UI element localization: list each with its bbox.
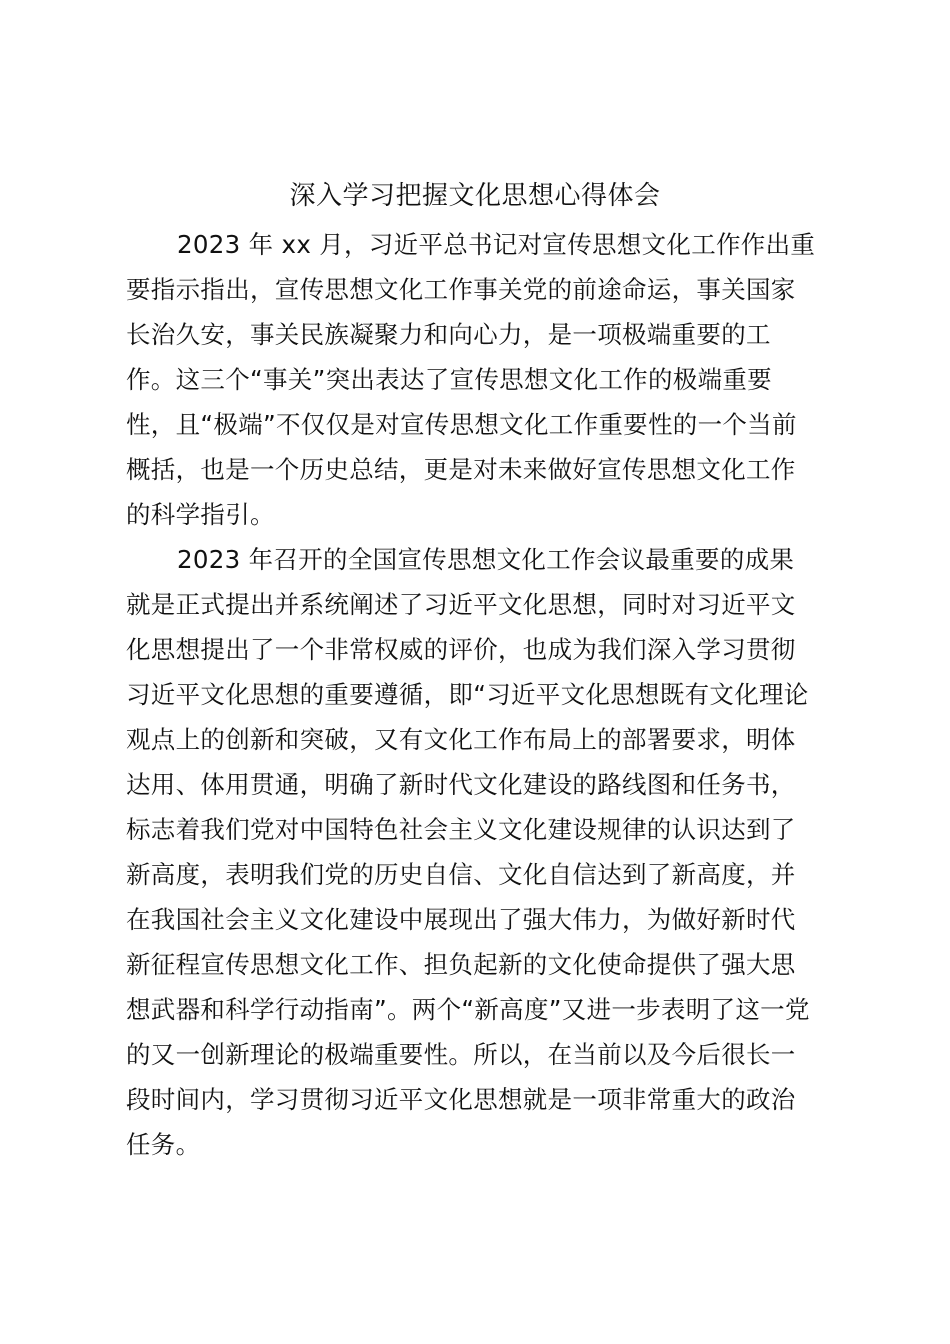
- text-line: 新高度，表明我们党的历史自信、文化自信达到了新高度，并: [126, 860, 796, 889]
- text-line: 长治久安，事关民族凝聚力和向心力，是一项极端重要的工: [126, 320, 771, 349]
- text-line: 就是正式提出并系统阐述了习近平文化思想，同时对习近平文: [126, 590, 796, 619]
- text-line: 要指示指出，宣传思想文化工作事关党的前途命运，事关国家: [126, 275, 796, 304]
- text-line: 想武器和科学行动指南”。两个“新高度”又进一步表明了这一党: [126, 995, 810, 1024]
- text-line: 习近平文化思想的重要遵循，即“习近平文化思想既有文化理论: [126, 680, 809, 709]
- text-line: 段时间内，学习贯彻习近平文化思想就是一项非常重大的政治: [126, 1085, 796, 1114]
- text-line: 作。这三个“事关”突出表达了宣传思想文化工作的极端重要: [126, 365, 772, 394]
- text-line: 任务。: [126, 1130, 201, 1159]
- text-line: 的又一创新理论的极端重要性。所以，在当前以及今后很长一: [126, 1040, 796, 1069]
- text-line: 2023 年召开的全国宣传思想文化工作会议最重要的成果: [177, 545, 795, 574]
- text-line: 观点上的创新和突破，又有文化工作布局上的部署要求，明体: [126, 725, 796, 754]
- text-line: 标志着我们党对中国特色社会主义文化建设规律的认识达到了: [126, 815, 796, 844]
- document-title: 深入学习把握文化思想心得体会: [289, 181, 661, 211]
- text-line: 在我国社会主义文化建设中展现出了强大伟力，为做好新时代: [126, 905, 796, 934]
- text-line: 的科学指引。: [126, 500, 275, 529]
- text-line: 化思想提出了一个非常权威的评价，也成为我们深入学习贯彻: [126, 635, 796, 664]
- text-line: 概括，也是一个历史总结，更是对未来做好宣传思想文化工作: [126, 455, 796, 484]
- paragraph-2: [126, 537, 832, 1167]
- text-line: 新征程宣传思想文化工作、担负起新的文化使命提供了强大思: [126, 950, 796, 979]
- text-line: 2023 年 xx 月，习近平总书记对宣传思想文化工作作出重: [177, 230, 816, 259]
- text-line: 达用、体用贯通，明确了新时代文化建设的路线图和任务书，: [126, 770, 796, 799]
- document-body: [126, 222, 832, 1167]
- text-line: 性，且“极端”不仅仅是对宣传思想文化工作重要性的一个当前: [126, 410, 797, 439]
- paragraph-1: [126, 222, 832, 537]
